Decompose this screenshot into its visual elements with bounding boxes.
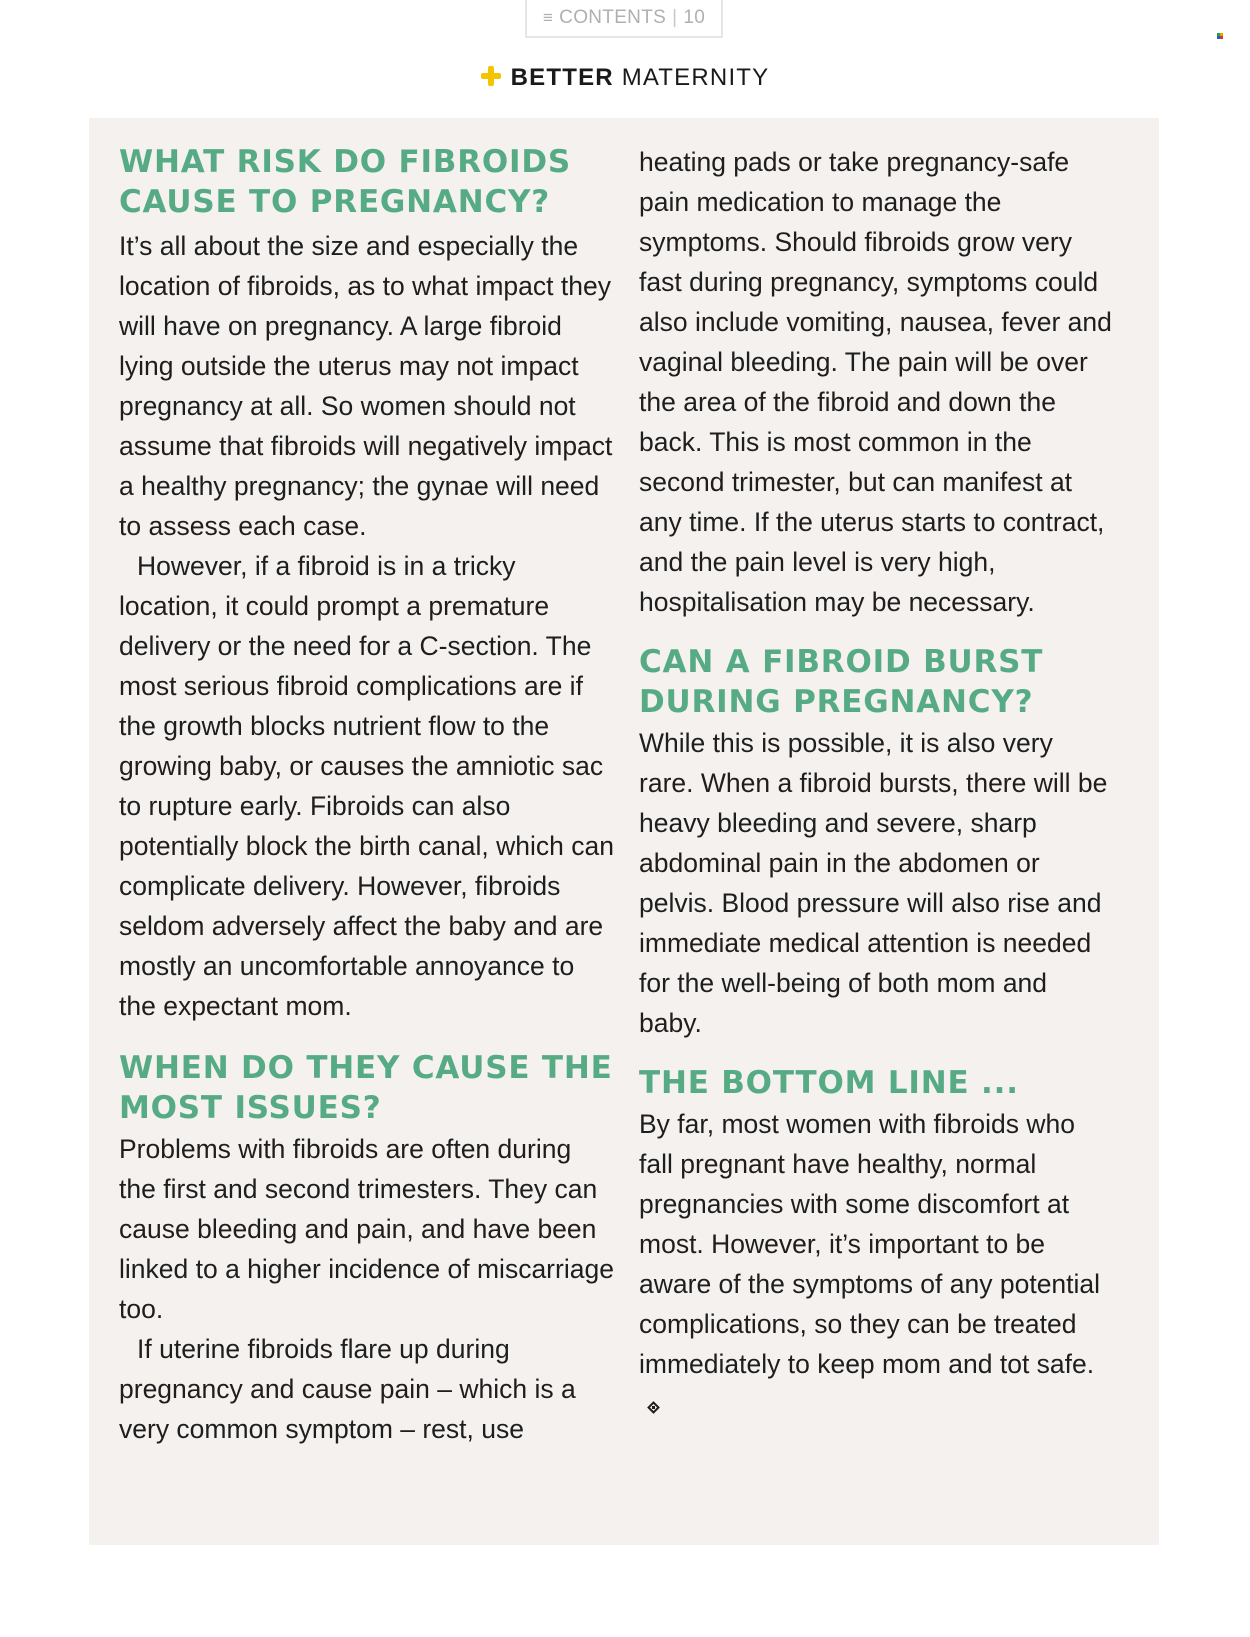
plus-icon <box>481 66 501 86</box>
section-brand <box>0 64 1250 92</box>
section-heading-bottom-line: THE BOTTOM LINE ... <box>639 1065 1019 1101</box>
body-paragraph: While this is possible, it is also very rare. When a fibroid bursts, there will be heavy bleeding and severe, sharp abdominal pain in the abdomen or pelvis. Blood pressure will also rise and immediate medical attention is needed for the well-being of both mom and baby. <box>639 728 1108 1038</box>
end-of-article-icon <box>647 1401 660 1414</box>
contents-nav-button[interactable] <box>525 0 723 38</box>
page-number: 10 <box>683 7 706 28</box>
bottom-line-text: By far, most women with fibroids who fall pregnant have healthy, normal pregnancies with some discomfort at most. However, it’s important to be aware of the symptoms of any potential complications, so they can be treated immediately to keep mom and tot safe. <box>639 1109 1101 1379</box>
brand-regular: MATERNITY <box>621 64 770 91</box>
body-paragraph: It’s all about the size and especially the location of fibroids, as to what impact they will have on pregnancy. A large fibroid lying outside the uterus may not impact pregnancy at all. So women should not assume that fibroids will negatively impact a healthy pregnancy; the gynae will need to assess each case. <box>119 231 613 541</box>
section-heading-burst <box>639 642 1114 722</box>
brand-bold: BETTER <box>510 64 614 91</box>
nav-separator: | <box>672 7 678 28</box>
heading-line: WHEN DO THEY CAUSE THE <box>119 1050 613 1086</box>
body-paragraph: However, if a fibroid is in a tricky location, it could prompt a premature delivery or the need for a C-section. The most serious fibroid complications are if the growth blocks nutrient flow to the growing baby, or causes the amniotic sac to rupture early. Fibroids can also potentially block the birth canal, which can complicate delivery. However, fibroids seldom adversely affect the baby and are mostly an uncomfortable annoyance to the expectant mom. <box>119 551 614 1021</box>
section-heading-when <box>119 1048 614 1128</box>
left-column <box>119 142 614 1449</box>
menu-icon: ≡ <box>542 8 554 27</box>
section-heading-risk <box>119 142 614 222</box>
heading-line: CAUSE TO PREGNANCY? <box>119 184 551 220</box>
heading-line: MOST ISSUES? <box>119 1090 382 1126</box>
body-paragraph: Problems with fibroids are often during the first and second trimesters. They can cause bleeding and pain, and have been linked to a higher incidence of miscarriage too. <box>119 1134 614 1324</box>
heading-line: WHAT RISK DO FIBROIDS <box>119 144 572 180</box>
right-column <box>639 142 1114 1424</box>
corner-mark-icon <box>1217 33 1224 39</box>
article-panel <box>89 118 1159 1545</box>
body-paragraph: If uterine fibroids flare up during pregnancy and cause pain – which is a very common symptom – rest, use <box>119 1334 576 1444</box>
body-paragraph: heating pads or take pregnancy-safe pain medication to manage the symptoms. Should fibroids grow very fast during pregnancy, symptoms could also include vomiting, nausea, fever and vaginal bleeding. The pain will be over the area of the fibroid and down the back. This is most common in the second trimester, but can manifest at any time. If the uterus starts to contract, and the pain level is very high, hospitalisation may be necessary. <box>639 147 1112 617</box>
heading-line: CAN A FIBROID BURST <box>639 644 1044 680</box>
heading-line: DURING PREGNANCY? <box>639 684 1034 720</box>
contents-label: CONTENTS <box>559 7 667 28</box>
body-paragraph <box>639 1104 1114 1424</box>
